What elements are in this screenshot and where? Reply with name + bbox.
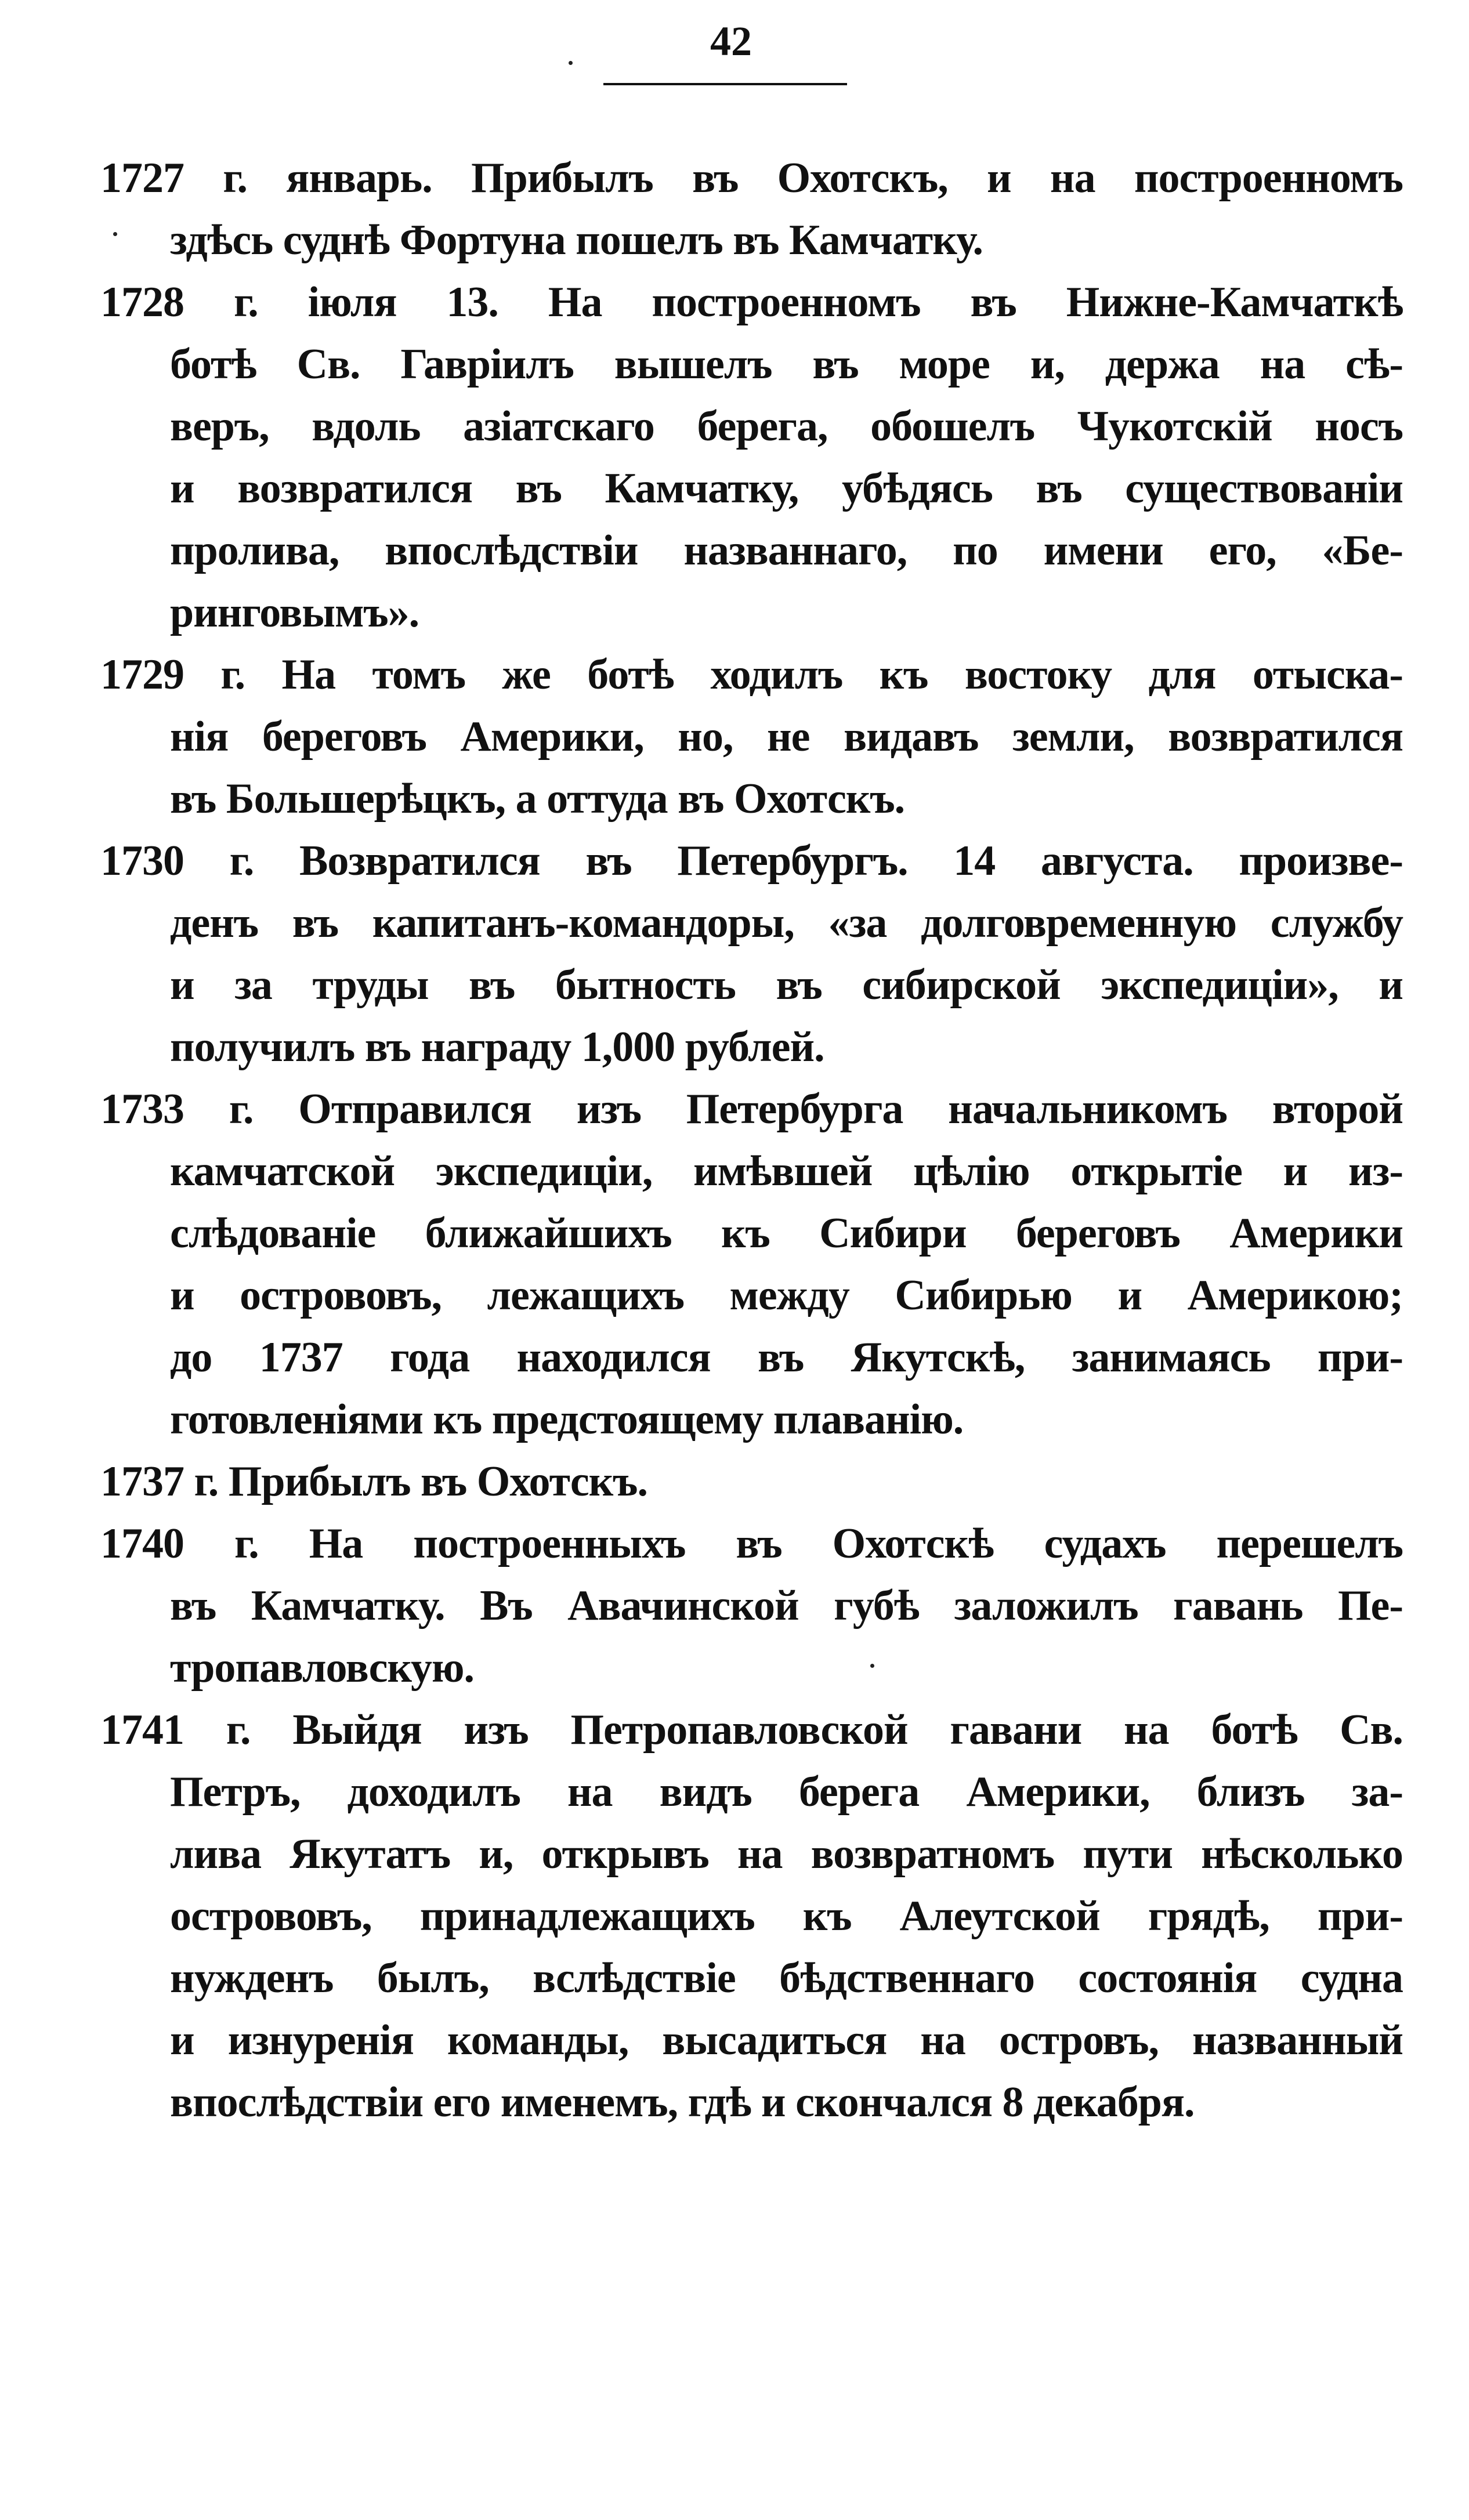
entry-first-line: 1737 г. Прибылъ въ Охотскъ. [100,1458,647,1505]
entry-line: Петръ, доходилъ на видъ берега Америки, близъ за- [170,1768,1403,1816]
entry-first-line: 1727 г. январь. Прибылъ въ Охотскъ, и на построенномъ [100,154,1403,202]
entry-line: нужденъ былъ, вслѣдствіе бѣдственнаго состоянія судна [170,1954,1403,2002]
entry-line: денъ въ капитанъ-командоры, «за долговременную службу [170,899,1403,947]
chronology-entry [100,644,1403,830]
chronology-entry [100,1078,1403,1451]
entry-line: получилъ въ награду 1,000 рублей. [170,1023,824,1071]
entry-line: слѣдованіе ближайшихъ къ Сибири береговъ Америки [170,1210,1403,1257]
entry-line: въ Камчатку. Въ Авачинской губѣ заложилъ гавань Пе- [170,1582,1403,1630]
chronology-entry [100,147,1403,271]
entry-line: до 1737 года находился въ Якутскѣ, занимаясь при- [170,1334,1403,1381]
chronology-entry [100,1513,1403,1699]
entry-line: и острововъ, лежащихъ между Сибирью и Америкою; [170,1272,1403,1319]
entry-line: тропавловскую. [170,1644,475,1692]
header-rule [603,83,847,85]
entry-line: ринговымъ». [170,589,419,636]
entry-first-line: 1741 г. Выйдя изъ Петропавловской гавани на ботѣ Св. [100,1706,1403,1754]
entry-first-line: 1740 г. На построенныхъ въ Охотскѣ судахъ перешелъ [100,1520,1403,1567]
entry-line: готовленіями къ предстоящему плаванію. [170,1396,964,1443]
entry-first-line: 1728 г. іюля 13. На построенномъ въ Нижне-Камчаткѣ [100,278,1403,326]
entry-line: камчатской экспедиціи, имѣвшей цѣлію открытіе и из- [170,1147,1403,1195]
entry-line: пролива, впослѣдствіи названнаго, по имени его, «Бе- [170,527,1403,574]
chronology-entry [100,1451,1403,1513]
entry-first-line: 1729 г. На томъ же ботѣ ходилъ къ востоку для отыска- [100,651,1403,698]
entry-first-line: 1733 г. Отправился изъ Петербурга начальникомъ второй [100,1085,1403,1133]
entry-line: острововъ, принадлежащихъ къ Алеутской грядѣ, при- [170,1892,1403,1940]
entry-line: нія береговъ Америки, но, не видавъ земли, возвратился [170,713,1403,761]
entry-line: ботѣ Св. Гавріилъ вышелъ въ море и, держа на сѣ- [170,341,1403,388]
chronology-entry [100,830,1403,1078]
chronology-entry [100,1699,1403,2134]
scan-speck [569,61,573,65]
entry-line: впослѣдствіи его именемъ, гдѣ и скончался 8 декабря. [170,2079,1195,2126]
entry-line: здѣсь суднѣ Фортуна пошелъ въ Камчатку. [170,216,983,264]
entry-line: лива Якутатъ и, открывъ на возвратномъ пути нѣсколько [170,1830,1403,1878]
page-number: 42 [710,18,752,64]
entry-line: въ Большерѣцкъ, а оттуда въ Охотскъ. [170,775,905,823]
chronology-entry [100,271,1403,644]
entry-line: и возвратился въ Камчатку, убѣдясь въ существованіи [170,465,1403,512]
entry-line: и изнуренія команды, высадиться на островъ, названный [170,2016,1403,2064]
entry-first-line: 1730 г. Возвратился въ Петербургъ. 14 августа. произве- [100,837,1403,885]
page-body [100,147,1403,2134]
entry-line: веръ, вдоль азіатскаго берега, обошелъ Чукотскій носъ [170,403,1403,450]
entry-line: и за труды въ бытность въ сибирской экспедиціи», и [170,961,1403,1009]
